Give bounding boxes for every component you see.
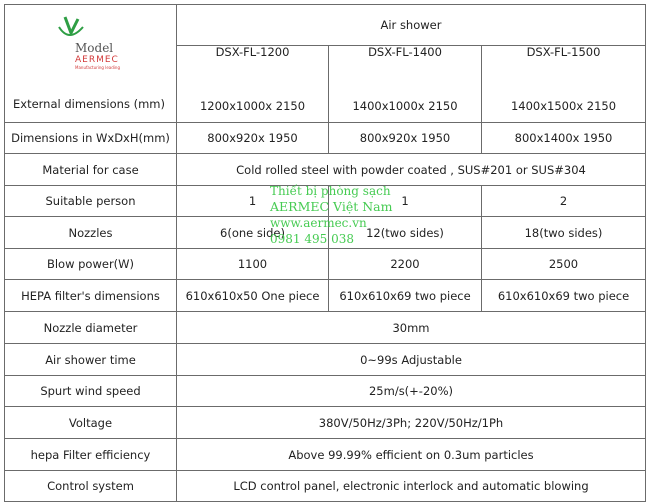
row-label: Nozzle diameter: [5, 312, 177, 344]
row-label-external-dimensions: External dimensions (mm): [13, 97, 165, 111]
watermark-line: 0981 495 038: [270, 232, 354, 246]
table-row: [5, 280, 646, 312]
cell-value: 1: [177, 186, 329, 217]
cell-value-merged: 0~99s Adjustable: [177, 344, 646, 376]
table-row: [5, 471, 646, 502]
model-col-3: [482, 46, 646, 123]
model-name: DSX-FL-1500: [526, 45, 601, 59]
cell-value: 6(one side): [177, 217, 329, 249]
logo-brand: AERMEC: [75, 55, 119, 65]
table-row: [5, 407, 646, 439]
row-label: Material for case: [5, 154, 177, 186]
external-dimensions-value: 1400x1500x 2150: [510, 99, 617, 113]
cell-value: 800x1400x 1950: [482, 123, 646, 154]
cell-value: 12(two sides): [329, 217, 482, 249]
model-name: DSX-FL-1400: [368, 45, 442, 59]
header-title: Air shower: [177, 5, 646, 46]
table-row: [5, 439, 646, 471]
row-label: Control system: [5, 471, 177, 502]
table-row: [5, 312, 646, 344]
table-row: [5, 186, 646, 217]
cell-value: 2: [482, 186, 646, 217]
table-row: [5, 344, 646, 376]
logo-tagline: Manufacturing leading: [75, 65, 120, 70]
logo-header-cell: [5, 5, 177, 123]
cell-value: 610x610x69 two piece: [482, 280, 646, 312]
row-label: Blow power(W): [5, 249, 177, 280]
spec-table: [4, 4, 646, 502]
cell-value-merged: 380V/50Hz/3Ph; 220V/50Hz/1Ph: [177, 407, 646, 439]
watermark-line: Thiết bị phòng sạch: [270, 184, 391, 198]
cell-value: 18(two sides): [482, 217, 646, 249]
row-label: Air shower time: [5, 344, 177, 376]
cell-value-merged: Cold rolled steel with powder coated , SUS#201 or SUS#304: [177, 154, 646, 186]
table-row: [5, 154, 646, 186]
watermark-line: www.aermec.vn: [270, 216, 367, 230]
table-row: [5, 123, 646, 154]
cell-value-merged: Above 99.99% efficient on 0.3um particles: [177, 439, 646, 471]
cell-value-merged: 30mm: [177, 312, 646, 344]
cell-value: 2200: [329, 249, 482, 280]
watermark-line: AERMEC Việt Nam: [270, 199, 393, 214]
row-label: Dimensions in WxDxH(mm): [5, 123, 177, 154]
row-label: hepa Filter efficiency: [5, 439, 177, 471]
external-dimensions-value: 1200x1000x 2150: [199, 99, 306, 113]
cell-value: 610x610x50 One piece: [177, 280, 329, 312]
cell-value: 1100: [177, 249, 329, 280]
row-label: Suitable person: [5, 186, 177, 217]
cell-value: 1: [329, 186, 482, 217]
model-col-1: [177, 46, 329, 123]
model-col-2: [329, 46, 482, 123]
cell-value-merged: LCD control panel, electronic interlock and automatic blowing: [177, 471, 646, 502]
logo-model-word: Model: [75, 41, 114, 55]
cell-value: 610x610x69 two piece: [329, 280, 482, 312]
cell-value: 2500: [482, 249, 646, 280]
row-label: HEPA filter's dimensions: [5, 280, 177, 312]
table-row: [5, 376, 646, 407]
row-label: Voltage: [5, 407, 177, 439]
cell-value: 800x920x 1950: [177, 123, 329, 154]
external-dimensions-value: 1400x1000x 2150: [352, 99, 458, 113]
model-name: DSX-FL-1200: [215, 45, 290, 59]
row-label: Nozzles: [5, 217, 177, 249]
cell-value: 800x920x 1950: [329, 123, 482, 154]
table-row: [5, 249, 646, 280]
cell-value-merged: 25m/s(+-20%): [177, 376, 646, 407]
table-row: [5, 217, 646, 249]
row-label: Spurt wind speed: [5, 376, 177, 407]
